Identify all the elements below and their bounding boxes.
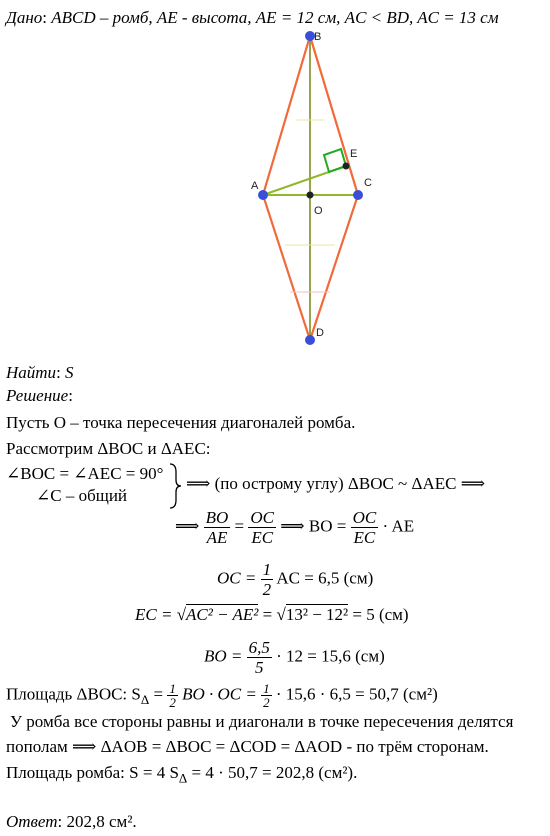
ec-equation: EC = √AC² − AE² = √13² − 12² = 5 (см): [135, 605, 409, 624]
point-e: [343, 163, 350, 170]
text-line-2: пополам ⟹ ΔAOB = ΔBOC = ΔCOD = ΔAOD - по трём сторонам.: [6, 737, 489, 756]
solution-heading: Решение:: [6, 386, 73, 405]
vertex-c: [353, 190, 363, 200]
proportion-line: ⟹ $\frac{BO}{AE}$ = $\frac{OC}{EC}$ ⟹ BO = $\frac{OC}{EC}$ · AE: [175, 508, 415, 547]
label-c: C: [364, 177, 372, 189]
find-value: S: [65, 363, 74, 382]
sqrt-sign: √: [176, 605, 187, 624]
condition-angles: ∠BOC = ∠AEC = 90°: [6, 464, 164, 483]
given-text: ABCD – ромб, AE - высота, AE = 12 см, AC < BD, AC = 13 см: [51, 8, 499, 27]
vertex-d: [305, 335, 315, 345]
find-label: Найти: [6, 363, 57, 382]
given-line: Дано: ABCD – ромб, AE - высота, AE = 12 см, AC < BD, AC = 13 см: [6, 8, 499, 27]
find-line: Найти: S: [6, 363, 74, 382]
rhombus-figure: [0, 0, 550, 360]
proportion-mid: ⟹ BO =: [280, 516, 347, 536]
point-o: [307, 192, 314, 199]
rhombus-area-line: Площадь ромба: S = 4 $S_\Delta = 4 \cdot 50,7 = 202,8$ (см²).: [6, 763, 358, 786]
label-o: O: [314, 205, 323, 217]
fraction-bo-ae: $\frac{BO}{AE}$: [205, 508, 229, 547]
implies-symbol: ⟹: [175, 516, 200, 536]
proportion-tail: · AE: [382, 516, 415, 536]
oc-equation: OC = $\frac{1}{2}$ AC = 6,5 (см): [217, 560, 374, 599]
fraction-half: $\frac{1}{2}$: [262, 560, 272, 599]
radicand-2: 13² − 12²: [285, 605, 349, 624]
text-line-1: У ромба все стороны равны и диагонали в точке пересечения делятся: [10, 712, 514, 731]
triangle-area-line: Площадь ΔBOC: $S_\Delta$ = $\frac{1}{2}$ BO · OC = $\frac{1}{2}$ · 15,6 · 6,5 = 50,7 (см²): [6, 681, 438, 710]
condition-common-angle: ∠C – общий: [36, 486, 128, 505]
label-b: B: [314, 31, 322, 43]
solution-label: Решение: [6, 386, 69, 405]
label-e: E: [350, 148, 358, 160]
radicand-1: AC² − AE²: [186, 605, 259, 624]
fraction-bo-value: $\frac{6,5}{5}$: [248, 638, 270, 677]
sqrt-sign: √: [276, 605, 286, 624]
fraction-oc-ec: $\frac{OC}{EC}$: [250, 508, 275, 547]
vertex-a: [258, 190, 268, 200]
fraction-half-small: $\frac{1}{2}$: [169, 681, 176, 710]
given-label: Дано: [6, 8, 43, 27]
label-a: A: [251, 180, 259, 192]
answer-line: Ответ: 202,8 см².: [6, 812, 137, 831]
bo-equation: BO = $\frac{6,5}{5}$ · 12 = 15,6 (см): [204, 638, 385, 677]
right-angle-mark: [324, 149, 346, 172]
solution-line-2: Рассмотрим ΔBOC и ΔAEC:: [6, 439, 211, 458]
label-d: D: [316, 327, 324, 339]
fraction-half-small-2: $\frac{1}{2}$: [263, 681, 270, 710]
answer-label: Ответ: [6, 812, 58, 831]
answer-value: 202,8 см².: [66, 812, 137, 831]
fraction-oc-ec-2: $\frac{OC}{EC}$: [352, 508, 377, 547]
similarity-conclusion: ⟹ (по острому углу) ΔBOC ~ ΔAEC ⟹: [186, 474, 486, 493]
solution-line-1: Пусть O – точка пересечения диагоналей ромба.: [6, 413, 356, 432]
curly-brace: [168, 462, 182, 510]
